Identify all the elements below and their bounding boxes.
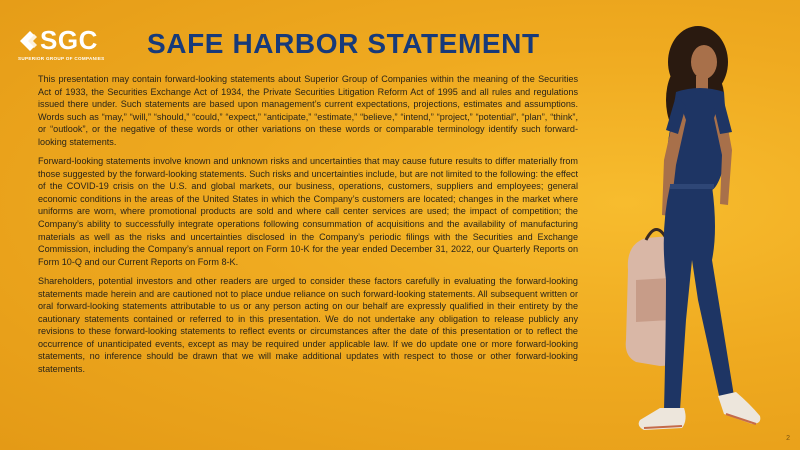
face-shape: [691, 45, 717, 79]
logo-wordmark: SGC: [40, 25, 98, 55]
person-in-scrubs-illustration: [600, 0, 800, 450]
company-logo: [18, 27, 138, 63]
logo-subtitle: SUPERIOR GROUP OF COMPANIES: [18, 56, 105, 61]
statement-body: [38, 73, 578, 382]
scrub-pants: [664, 186, 734, 410]
paragraph-caution: Shareholders, potential investors and other readers are urged to consider these factors carefully in evaluating the forward-looking statements made herein and are cautioned not to place undue reliance on such forward-looking statements. All subsequent written or oral forward-looking statements attributable to us or any person acting on our behalf are expressly qualified in their entirety by the cautionary statements contained or referred to in this presentation. We do not undertake any obligation to release publicly any revisions to these forward-looking statements to reflect events or circumstances after the date of this presentation or to reflect the occurrence of unanticipated events, except as may be required under applicable law. If we do update one or more forward-looking statements, no inference should be drawn that we will make additional updates with respect to those or other forward-looking statements.: [38, 275, 578, 375]
paragraph-intro: This presentation may contain forward-looking statements about Superior Group of Companies within the meaning of the Securities Act of 1933, the Securities Exchange Act of 1934, the Private Securities Litigation Reform Act of 1995 and all rules and regulations issued there under. Such statements are based upon management’s current expectations, projections, estimates and assumptions. Words such as “may,” “will,” “should,” “could,” “expect,” “anticipate,” “estimate,” “believe,” “intend,” “project,” “potential”, “plan”, “think”, or “outlook”, or the negative of these words or other variations on these words or comparable terminology identify such forward-looking statements.: [38, 74, 578, 147]
paragraph-risks: Forward-looking statements involve known and unknown risks and uncertainties that may cause future results to differ materially from those suggested by the forward-looking statements. Such risks and uncertainties include, but are not limited to the following: the effect of the COVID-19 crisis on the U.S. and global markets, our business, operations, customers, suppliers and employees; general economic conditions in the areas of the United States in which the Company’s customers are located; changes in the market where uniforms are worn, where promotional products are sold and where call center services are used; the impact of competition; the Company’s ability to successfully integrate operations following consummation of acquisitions and the availability of manufacturing materials as well as the risks and uncertainties disclosed in the Company’s periodic filings with the Securities and Exchange Commission, including the Company’s annual report on Form 10-K for the year ended December 31, 2022, our Quarterly Reports on Form 10-Q and our Current Reports on Form 8-K.: [38, 156, 578, 267]
page-title: SAFE HARBOR STATEMENT: [147, 28, 540, 59]
page-number: 2: [786, 435, 790, 442]
